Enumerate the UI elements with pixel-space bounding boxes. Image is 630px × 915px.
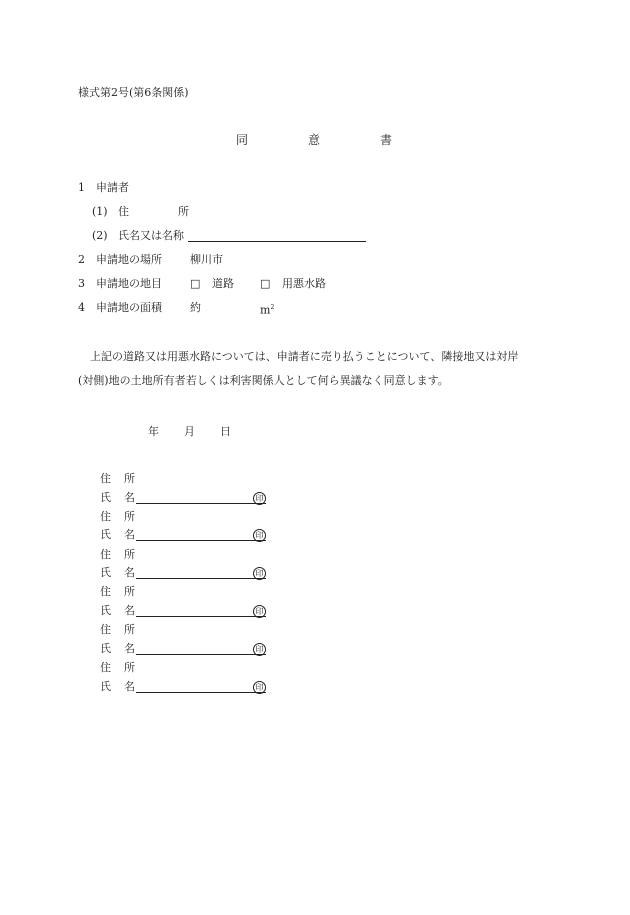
section3-num: 3 bbox=[78, 277, 85, 290]
signatory-name-label-2: 名 bbox=[124, 566, 135, 580]
signatory-address-label-1: 住 bbox=[100, 623, 111, 637]
section4-label: 申請地の面積 bbox=[96, 301, 162, 314]
section3-label: 申請地の地目 bbox=[96, 277, 162, 290]
signatory-address-label-1: 住 bbox=[100, 661, 111, 674]
address-label-1: 住 bbox=[118, 205, 129, 218]
signatory-address-label-2: 所 bbox=[124, 547, 135, 561]
address-label-2: 所 bbox=[178, 205, 189, 218]
signatory-address-label-1: 住 bbox=[100, 547, 111, 561]
signatory-address-label-2: 所 bbox=[124, 472, 135, 485]
signatory-name-line[interactable] bbox=[136, 604, 266, 617]
signatory-name-label-1: 氏 bbox=[100, 528, 111, 542]
signatory-address-label-1: 住 bbox=[100, 509, 111, 523]
section4-num: 4 bbox=[78, 301, 85, 314]
statement-line-1: 上記の道路又は用悪水路については、申請者に売り払うことについて、隣接地又は対岸 bbox=[90, 350, 519, 363]
signatory-address-label-2: 所 bbox=[124, 623, 135, 637]
applicant-name-line[interactable] bbox=[188, 229, 366, 242]
section1-num: 1 bbox=[78, 181, 85, 194]
signatory-name-line[interactable] bbox=[136, 491, 266, 504]
checkbox-road-label: 道路 bbox=[212, 277, 234, 290]
signatory-address-label-2: 所 bbox=[124, 661, 135, 674]
signatory-name-label-2: 名 bbox=[124, 528, 135, 542]
seal-mark: 印 bbox=[253, 529, 266, 542]
signatory-name-label-1: 氏 bbox=[100, 566, 111, 580]
checkbox-road[interactable]: □ bbox=[190, 277, 201, 290]
name-num: (2) bbox=[92, 229, 108, 242]
name-label: 氏名又は名称 bbox=[118, 229, 184, 242]
signatory-name-label-1: 氏 bbox=[100, 604, 111, 617]
checkbox-waterway[interactable]: □ bbox=[260, 277, 271, 290]
area-prefix: 約 bbox=[190, 301, 201, 314]
title-char: 意 bbox=[308, 133, 321, 147]
seal-mark: 印 bbox=[253, 605, 266, 618]
signatory-name-label-2: 名 bbox=[124, 604, 135, 617]
seal-mark: 印 bbox=[253, 643, 266, 656]
signatory-address-label-2: 所 bbox=[124, 585, 135, 599]
signatory-name-label-1: 氏 bbox=[100, 679, 111, 693]
signatory-name-line[interactable] bbox=[136, 642, 266, 655]
signatory-address-label-1: 住 bbox=[100, 472, 111, 485]
section2-label: 申請地の場所 bbox=[96, 253, 162, 266]
signatory-name-label-2: 名 bbox=[124, 490, 135, 504]
signatory-name-label-2: 名 bbox=[124, 641, 135, 655]
signatory-name-line[interactable] bbox=[136, 528, 266, 541]
title-char: 同 bbox=[236, 133, 249, 147]
form-label: 様式第2号(第6条関係) bbox=[78, 86, 189, 99]
date-day-label: 日 bbox=[220, 425, 231, 438]
title-char: 書 bbox=[380, 133, 393, 147]
area-unit-sup: 2 bbox=[270, 304, 275, 311]
section2-value: 柳川市 bbox=[190, 253, 223, 266]
signatory-name-label-1: 氏 bbox=[100, 490, 111, 504]
area-unit bbox=[260, 301, 274, 318]
address-num: (1) bbox=[92, 205, 108, 218]
signatory-name-label-1: 氏 bbox=[100, 641, 111, 655]
signatory-name-label-2: 名 bbox=[124, 679, 135, 693]
statement-line-2: (対側)地の土地所有者若しくは利害関係人として何ら異議なく同意します。 bbox=[78, 374, 449, 387]
signatory-address-label-1: 住 bbox=[100, 585, 111, 599]
checkbox-waterway-label: 用悪水路 bbox=[282, 277, 326, 290]
signatory-address-label-2: 所 bbox=[124, 509, 135, 523]
signatory-name-line[interactable] bbox=[136, 566, 266, 579]
section2-num: 2 bbox=[78, 253, 85, 266]
date-month-label: 月 bbox=[184, 425, 195, 438]
area-unit-base: m bbox=[260, 303, 271, 317]
seal-mark: 印 bbox=[253, 567, 266, 580]
section1-label: 申請者 bbox=[96, 181, 129, 194]
seal-mark: 印 bbox=[253, 681, 266, 694]
seal-mark: 印 bbox=[253, 492, 266, 505]
date-year-label: 年 bbox=[148, 425, 159, 438]
signatory-name-line[interactable] bbox=[136, 680, 266, 693]
